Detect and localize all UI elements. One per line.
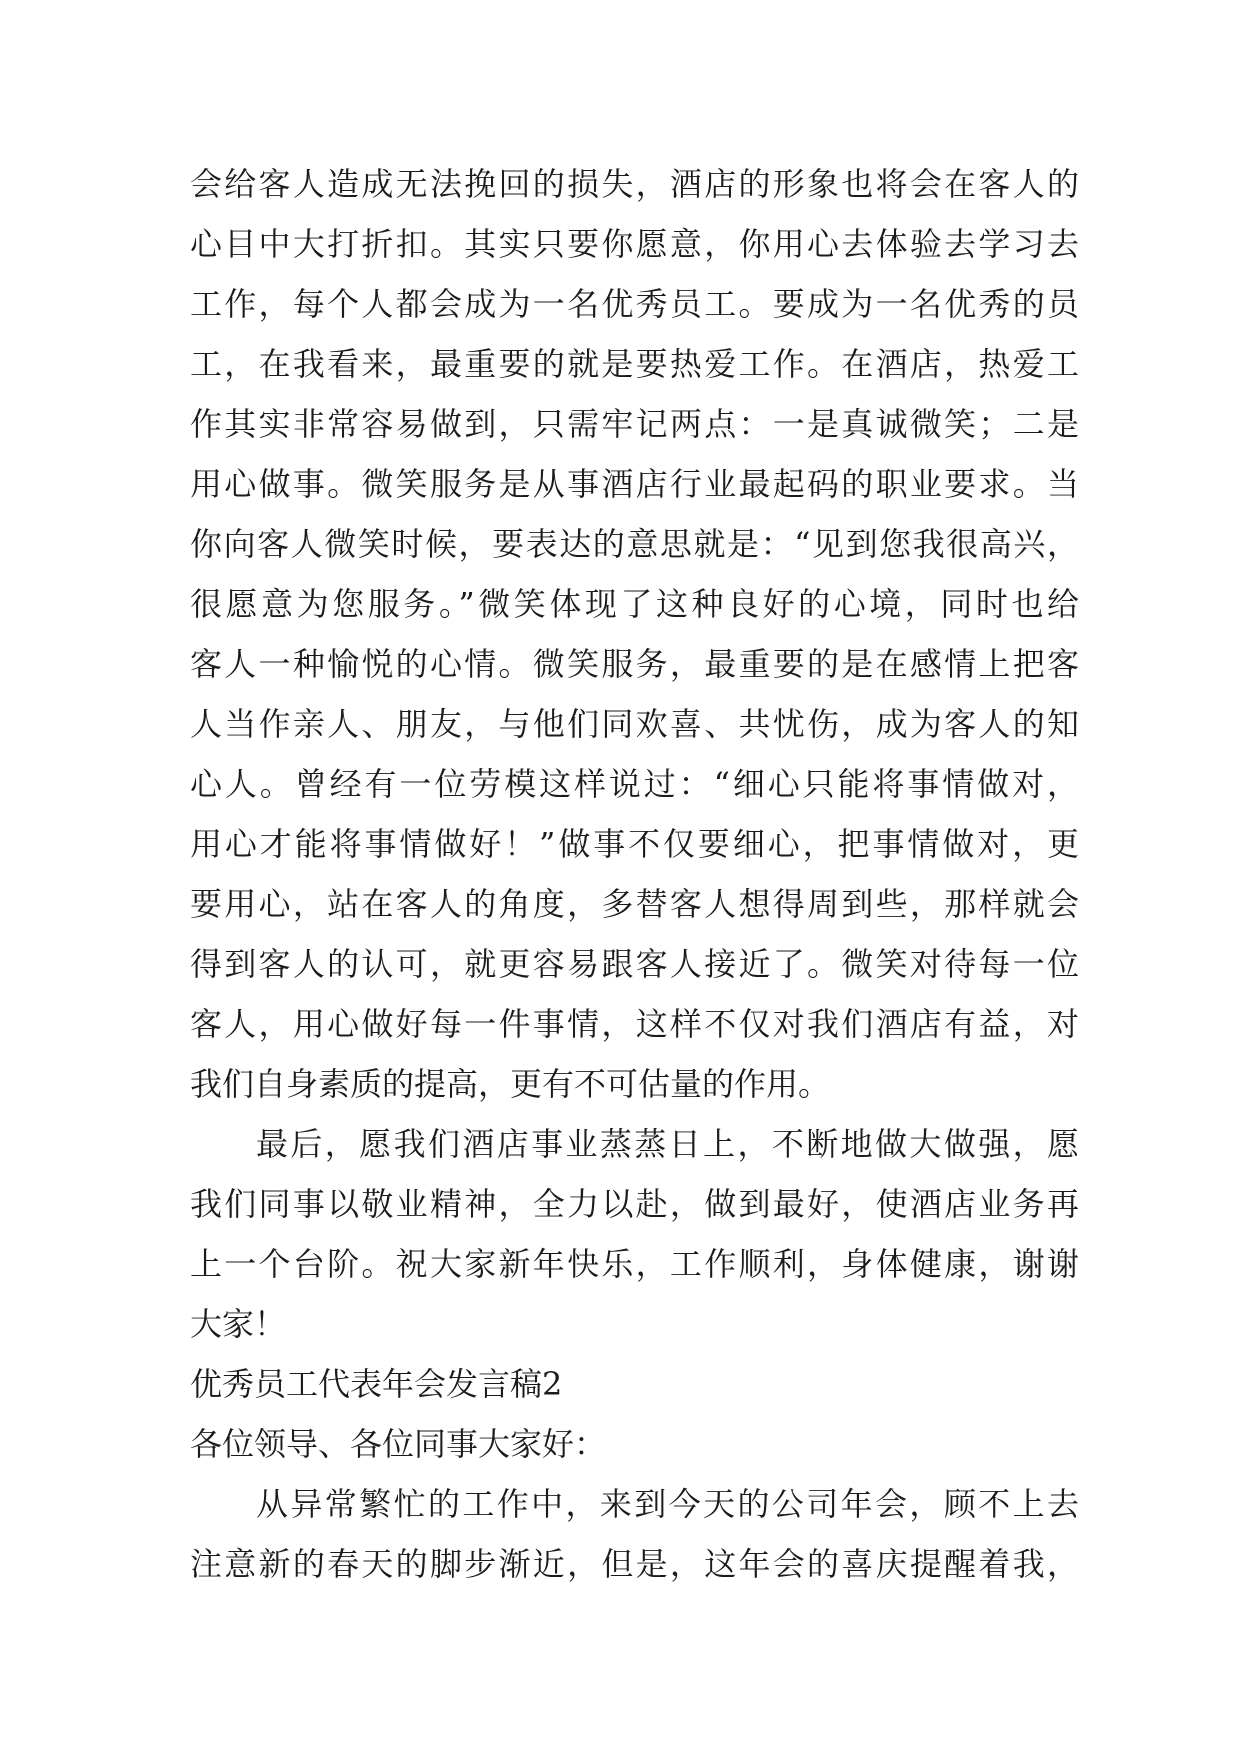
text-line: 上一个台阶。祝大家新年快乐，工作顺利，身体健康，谢谢	[190, 1245, 1079, 1283]
text-line: 我们同事以敬业精神，全力以赴，做到最好，使酒店业务再	[190, 1185, 1079, 1223]
text-line: 最后，愿我们酒店事业蒸蒸日上，不断地做大做强，愿	[256, 1125, 1079, 1163]
text-line: 用心做事。微笑服务是从事酒店行业最起码的职业要求。当	[190, 465, 1079, 503]
text-line: 客人，用心做好每一件事情，这样不仅对我们酒店有益，对	[190, 1005, 1079, 1043]
text-line: 要用心，站在客人的角度，多替客人想得周到些，那样就会	[190, 885, 1079, 923]
text-line: 得到客人的认可，就更容易跟客人接近了。微笑对待每一位	[190, 945, 1079, 983]
text-line: 大家！	[190, 1305, 287, 1343]
text-line: 心目中大打折扣。其实只要你愿意，你用心去体验去学习去	[190, 225, 1079, 263]
text-line: 我们自身素质的提高，更有不可估量的作用。	[190, 1065, 831, 1103]
text-line: 心人。曾经有一位劳模这样说过：“细心只能将事情做对，	[190, 765, 1079, 803]
salutation-line: 各位领导、各位同事大家好：	[190, 1425, 607, 1463]
text-line: 人当作亲人、朋友，与他们同欢喜、共忧伤，成为客人的知	[190, 705, 1079, 743]
section-title: 优秀员工代表年会发言稿2	[190, 1365, 563, 1403]
text-line: 工作，每个人都会成为一名优秀员工。要成为一名优秀的员	[190, 285, 1079, 323]
text-line: 从异常繁忙的工作中，来到今天的公司年会，顾不上去	[256, 1485, 1079, 1523]
text-line: 作其实非常容易做到，只需牢记两点：一是真诚微笑；二是	[190, 405, 1079, 443]
text-line: 很愿意为您服务。”微笑体现了这种良好的心境，同时也给	[190, 585, 1079, 623]
text-line: 客人一种愉悦的心情。微笑服务，最重要的是在感情上把客	[190, 645, 1079, 683]
text-line: 工，在我看来，最重要的就是要热爱工作。在酒店，热爱工	[190, 345, 1079, 383]
text-line: 你向客人微笑时候，要表达的意思就是：“见到您我很高兴，	[190, 525, 1079, 563]
text-line: 注意新的春天的脚步渐近，但是，这年会的喜庆提醒着我，	[190, 1545, 1079, 1583]
text-line: 用心才能将事情做好！”做事不仅要细心，把事情做对，更	[190, 825, 1079, 863]
text-line: 会给客人造成无法挽回的损失，酒店的形象也将会在客人的	[190, 165, 1079, 203]
